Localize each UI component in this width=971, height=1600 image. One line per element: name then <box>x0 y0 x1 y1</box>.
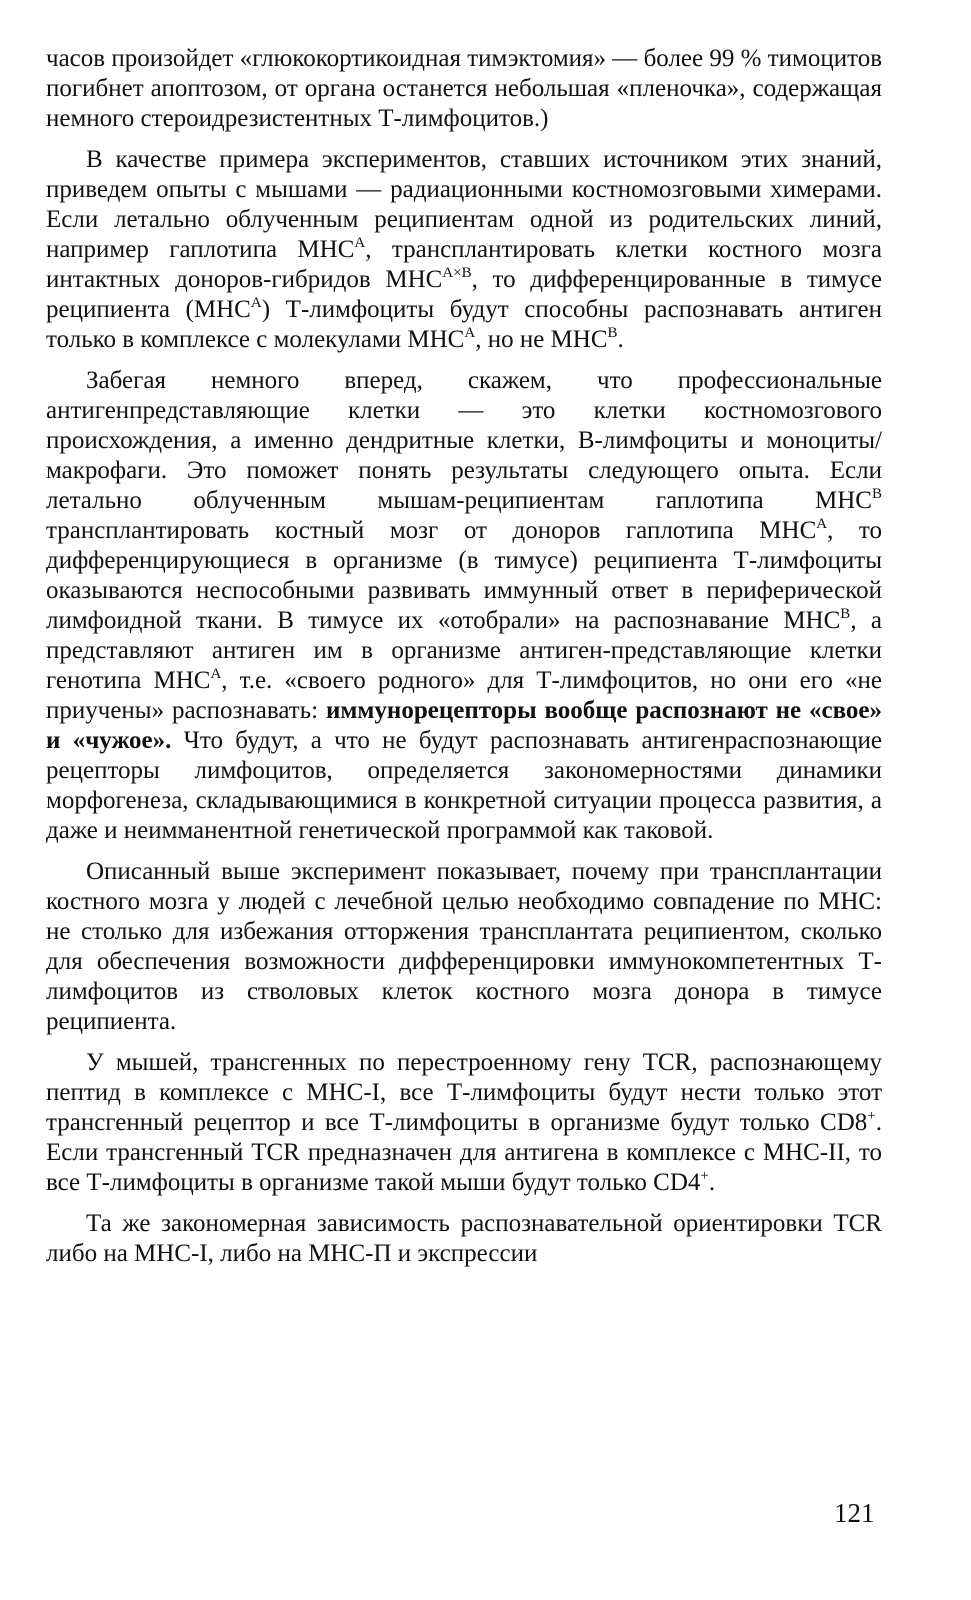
bold-statement: иммунорецепторы вообще распознают не «свое» и «чужое». <box>46 697 882 754</box>
paragraph-2: В качестве примера экспериментов, ставших источником этих знаний, приведем опыты с мышами — радиационными костномозговыми химерами. Если летально облученным реципиентам одной из родительских линий, например гаплотипа $МНС^A$, трансплантировать клетки костного мозга интактных доноров-гибридов $МНС^{A\times B}$, то дифференцированные в тимусе реципиента $(МНС^A)$ Т-лимфоциты будут способны распознавать антиген только в комплексе с молекулами $МНС^A$, но не $МНС^B$. <box>46 146 882 353</box>
page-number: 121 <box>834 1498 875 1528</box>
paragraph-5: У мышей, трансгенных по перестроенному гену TCR, распознающему пептид в комплексе с МНС-I, все Т-лимфоциты будут нести только этот трансгенный рецептор и все Т-лимфоциты в организме будут только CD8+. Если трансгенный TCR предназначен для антигена в комплексе с МНС-II, то все Т-лимфоциты в организме такой мыши будут только CD4+. <box>46 1049 882 1196</box>
paragraph-4: Описанный выше эксперимент показывает, почему при трансплантации костного мозга у людей с лечебной целью необходимо совпадение по МНС: не столько для избежания отторжения трансплантата реципиентом, сколько для обеспечения возможности дифференцировки иммунокомпетентных Т-лимфоцитов из стволовых клеток костного мозга донора в тимусе реципиента. <box>46 858 882 1035</box>
paragraph-3: Забегая немного вперед, скажем, что профессиональные антигенпредставляющие клетки — это клетки костномозгового происхождения, а именно дендритные клетки, В-лимфоциты и моноциты/макрофаги. Это поможет понять результаты следующего опыта. Если летально облученным мышам-реципиентам гаплотипа $МНС^B$ трансплантировать костный мозг от доноров гаплотипа $МНС^A$, то дифференцирующиеся в организме (в тимусе) реципиента Т-лимфоциты оказываются неспособными развивать иммунный ответ в периферической лимфоидной ткани. В тимусе их «отобрали» на распознавание $МНС^B$, а представляют антиген им в организме антиген-представляющие клетки генотипа $МНС^A$, т.е. «своего родного» для Т-лимфоцитов, но они его «не приучены» распознавать: иммунорецепторы вообще распознают не «свое» и «чужое». Что будут, а что не будут распознавать антигенраспознающие рецепторы лимфоцитов, определяется закономерностями динамики морфогенеза, складывающимися в конкретной ситуации процесса развития, а даже и неимманентной генетической программой как таковой. <box>46 367 882 844</box>
paragraph-1: часов произойдет «глюкокортикоидная тимэктомия» — более 99 % тимоцитов погибнет апоптозом, от органа останется небольшая «пленочка», содержащая немного стероидрезистентных Т-лимфоцитов.) <box>46 45 882 132</box>
page-body <box>46 44 882 1280</box>
paragraph-6: Та же закономерная зависимость распознавательной ориентировки TCR либо на МНС-I, либо на МНС-П и экспрессии <box>46 1210 882 1267</box>
